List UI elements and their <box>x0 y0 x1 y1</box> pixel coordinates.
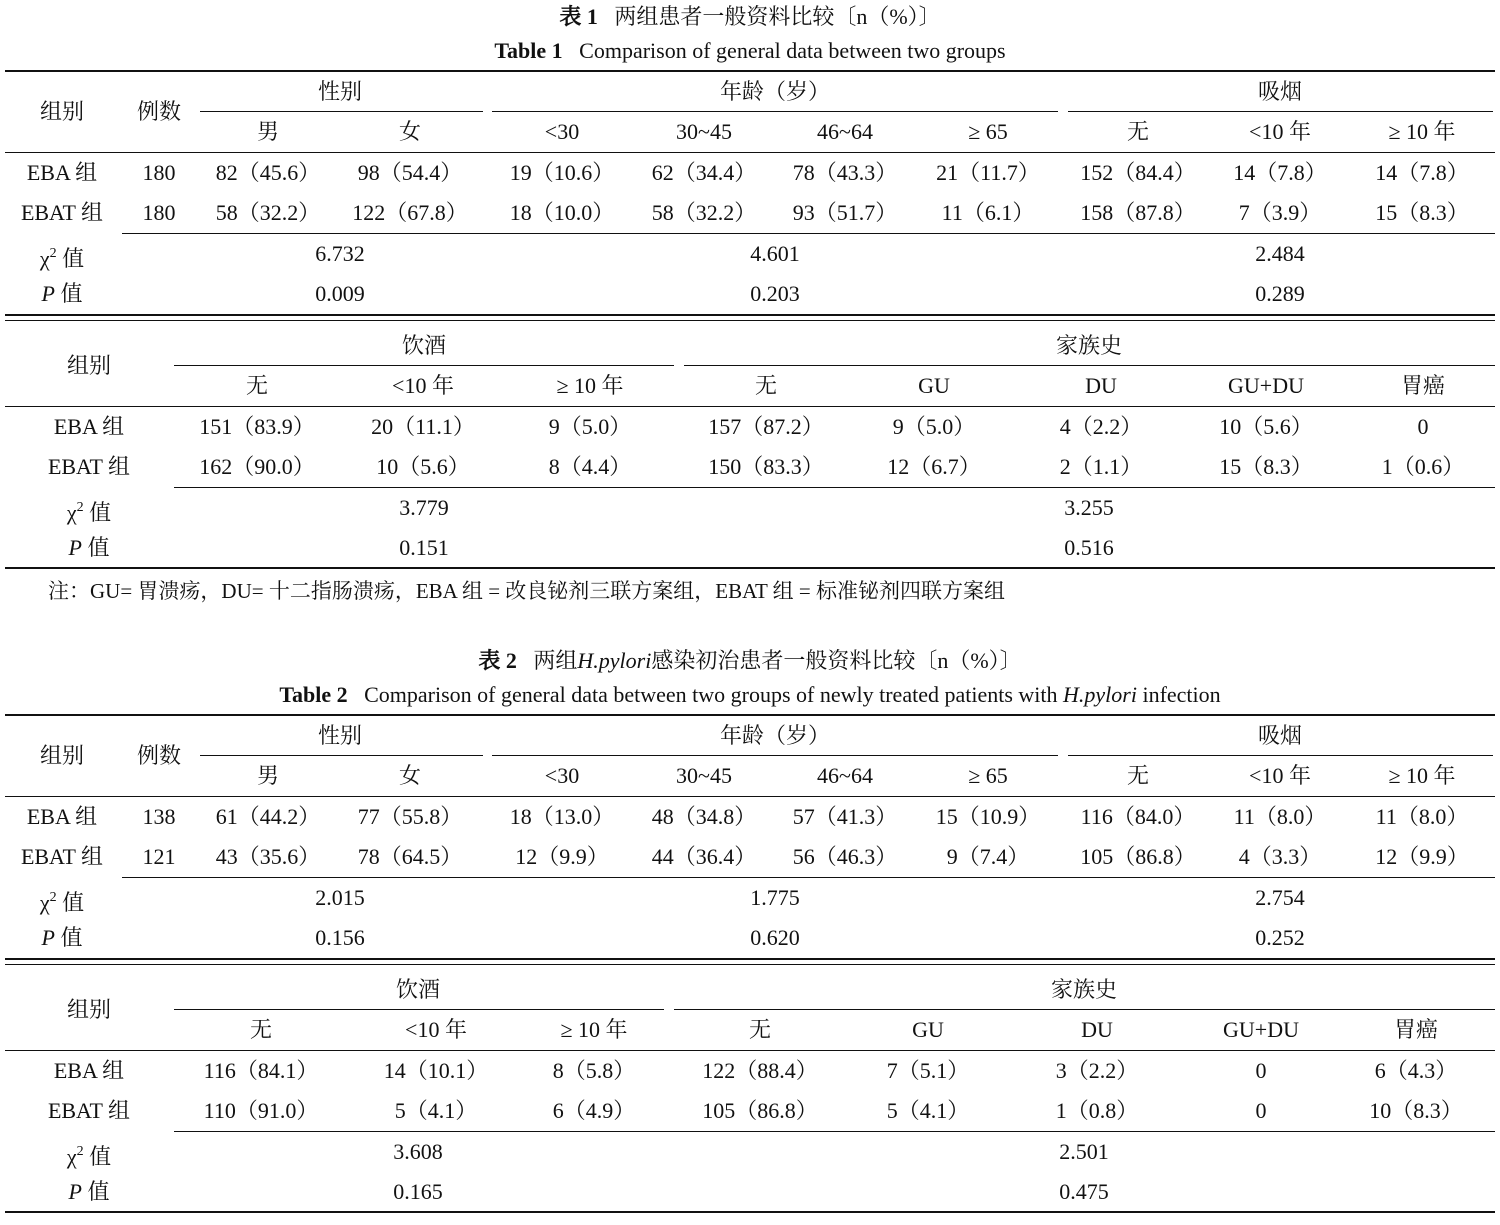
table-cell: 78（64.5） <box>357 844 463 869</box>
table-cell: 158（87.8） <box>1080 200 1196 225</box>
table-cell: 14（7.8） <box>1375 160 1469 185</box>
chi-value: 1.775 <box>750 885 800 910</box>
table2-header-rule <box>5 796 1495 797</box>
p-value: 0.165 <box>393 1179 443 1204</box>
p-value: 0.156 <box>315 925 365 950</box>
row-group: EBA 组 <box>53 414 125 439</box>
smoke-col: 无 <box>1126 763 1150 788</box>
group-header: 组别 <box>39 743 85 768</box>
table-cell: 61（44.2） <box>215 804 321 829</box>
group-header: 组别 <box>39 99 85 124</box>
smoke-col: <10 年 <box>1249 763 1311 788</box>
table1-title-cn: 表 1 两组患者一般资料比较〔n（%）〕 <box>559 4 941 29</box>
table1-mid-rule-1 <box>5 314 1495 316</box>
chi-label: $\chi^2$ 值 <box>39 246 85 271</box>
table-cell: 8（4.4） <box>548 454 632 479</box>
table-cell: 6（4.9） <box>552 1098 636 1123</box>
table-cell: 20（11.1） <box>371 414 475 439</box>
table-cell: 105（86.8） <box>1080 844 1196 869</box>
chi-value: 6.732 <box>315 241 365 266</box>
table1-top-rule <box>5 70 1495 72</box>
table-cell: 152（84.4） <box>1080 160 1196 185</box>
table2b-stat-rule <box>174 1131 1495 1132</box>
row-group: EBAT 组 <box>20 844 104 869</box>
table2-title-en: Table 2 Comparison of general data between two groups of newly treated patients with H.pylori infection <box>279 682 1221 707</box>
chi-label: $\chi^2$ 值 <box>39 890 85 915</box>
smoke-col: ≥ 10 年 <box>1388 763 1456 788</box>
table2-title-cn: 表 2 两组H.pylori感染初治患者一般资料比较〔n（%）〕 <box>478 648 1022 673</box>
table1-stat-rule <box>122 233 1495 234</box>
smoke-col: ≥ 10 年 <box>1388 119 1456 144</box>
table1-bottom-rule <box>5 567 1495 569</box>
table-cell: 18（13.0） <box>509 804 615 829</box>
table-cell: 14（7.8） <box>1233 160 1327 185</box>
table-cell: 58（32.2） <box>651 200 757 225</box>
table-cell: 21（11.7） <box>936 160 1040 185</box>
table-cell: 11（8.0） <box>1375 804 1469 829</box>
table-cell: 105（86.8） <box>702 1098 818 1123</box>
age-header: 年龄（岁） <box>719 723 831 748</box>
age-header: 年龄（岁） <box>719 79 831 104</box>
family-col: 胃癌 <box>1400 373 1446 398</box>
table2b-header-rule <box>5 1050 1495 1051</box>
row-group: EBAT 组 <box>47 1098 131 1123</box>
p-value: 0.620 <box>750 925 800 950</box>
table-cell: 122（67.8） <box>352 200 468 225</box>
p-value: 0.151 <box>399 535 449 560</box>
table-cell: 19（10.6） <box>509 160 615 185</box>
chi-value: 3.255 <box>1064 495 1114 520</box>
chi-value: 2.501 <box>1059 1139 1109 1164</box>
age-col: <30 <box>544 763 580 788</box>
drink-col: ≥ 10 年 <box>556 373 624 398</box>
table-cell: 93（51.7） <box>792 200 898 225</box>
table-cell: 15（8.3） <box>1219 454 1313 479</box>
gender-underline <box>200 111 483 112</box>
table-cell: 6（4.3） <box>1374 1058 1458 1083</box>
table-cell: 0 <box>1417 414 1429 439</box>
table-cell: 78（43.3） <box>792 160 898 185</box>
table-cell: 10（5.6） <box>376 454 470 479</box>
table-cell: 77（55.8） <box>357 804 463 829</box>
drink-col: <10 年 <box>405 1017 467 1042</box>
age-col: 46~64 <box>817 763 873 788</box>
family-col: 胃癌 <box>1393 1017 1439 1042</box>
group-header: 组别 <box>66 353 112 378</box>
table-cell: 5（4.1） <box>886 1098 970 1123</box>
table2-bottom-rule <box>5 1211 1495 1213</box>
table-cell: 82（45.6） <box>215 160 321 185</box>
count-header: 例数 <box>136 99 182 124</box>
table-cell: 10（5.6） <box>1219 414 1313 439</box>
table-cell: 110（91.0） <box>203 1098 319 1123</box>
table-cell: 62（34.4） <box>651 160 757 185</box>
table-cell: 150（83.3） <box>708 454 824 479</box>
gender-col: 男 <box>256 119 280 144</box>
drink-header: 饮酒 <box>401 333 447 358</box>
table-cell: 3（2.2） <box>1055 1058 1139 1083</box>
p-label: P 值 <box>41 925 83 950</box>
table-cell: 15（8.3） <box>1375 200 1469 225</box>
table-cell: 151（83.9） <box>199 414 315 439</box>
drink-col: ≥ 10 年 <box>560 1017 628 1042</box>
table-cell: 4（2.2） <box>1059 414 1143 439</box>
p-value: 0.203 <box>750 281 800 306</box>
row-count: 121 <box>142 844 176 869</box>
table-cell: 15（10.9） <box>935 804 1041 829</box>
chi-value: 3.608 <box>393 1139 443 1164</box>
table-cell: 98（54.4） <box>357 160 463 185</box>
table1-title-en: Table 1 Comparison of general data between two groups <box>494 38 1006 63</box>
table-cell: 5（4.1） <box>394 1098 478 1123</box>
p-label: P 值 <box>68 535 110 560</box>
table-cell: 44（36.4） <box>651 844 757 869</box>
family-col: GU+DU <box>1223 1017 1299 1042</box>
row-group: EBAT 组 <box>47 454 131 479</box>
chi-value: 2.754 <box>1255 885 1305 910</box>
chi-label: $\chi^2$ 值 <box>66 500 112 525</box>
smoke-col: <10 年 <box>1249 119 1311 144</box>
table-cell: 57（41.3） <box>792 804 898 829</box>
drink-header: 饮酒 <box>395 977 441 1002</box>
gender-header: 性别 <box>317 723 363 748</box>
table-cell: 116（84.1） <box>203 1058 319 1083</box>
table-cell: 7（5.1） <box>886 1058 970 1083</box>
smoke-col: 无 <box>1126 119 1150 144</box>
table2-top-rule <box>5 714 1495 716</box>
smoke-underline <box>1068 111 1493 112</box>
table-cell: 48（34.8） <box>651 804 757 829</box>
family-col: 无 <box>748 1017 772 1042</box>
age-col: ≥ 65 <box>968 763 1008 788</box>
table1-header-rule <box>5 152 1495 153</box>
smoke-header: 吸烟 <box>1257 79 1303 104</box>
family-underline <box>674 1009 1495 1010</box>
table-cell: 11（8.0） <box>1233 804 1327 829</box>
p-label: P 值 <box>41 281 83 306</box>
chi-value: 2.015 <box>315 885 365 910</box>
p-value: 0.009 <box>315 281 365 306</box>
table-cell: 14（10.1） <box>383 1058 489 1083</box>
table-cell: 58（32.2） <box>215 200 321 225</box>
table2-mid-rule-1 <box>5 958 1495 960</box>
table-cell: 8（5.8） <box>552 1058 636 1083</box>
table-cell: 2（1.1） <box>1059 454 1143 479</box>
gender-col: 男 <box>256 763 280 788</box>
chi-value: 3.779 <box>399 495 449 520</box>
table-cell: 56（46.3） <box>792 844 898 869</box>
table-cell: 43（35.6） <box>215 844 321 869</box>
drink-underline <box>174 365 674 366</box>
family-col: DU <box>1085 373 1117 398</box>
chi-label: $\chi^2$ 值 <box>66 1144 112 1169</box>
table-cell: 1（0.8） <box>1055 1098 1139 1123</box>
table-cell: 12（6.7） <box>887 454 981 479</box>
gender-underline <box>200 755 483 756</box>
table-cell: 9（5.0） <box>892 414 976 439</box>
table-cell: 9（5.0） <box>548 414 632 439</box>
family-header: 家族史 <box>1050 977 1118 1002</box>
family-col: DU <box>1081 1017 1113 1042</box>
p-label: P 值 <box>68 1179 110 1204</box>
age-underline <box>492 111 1058 112</box>
table-cell: 157（87.2） <box>708 414 824 439</box>
row-count: 180 <box>142 160 176 185</box>
table-cell: 9（7.4） <box>946 844 1030 869</box>
table-cell: 12（9.9） <box>515 844 609 869</box>
smoke-header: 吸烟 <box>1257 723 1303 748</box>
row-count: 180 <box>142 200 176 225</box>
gender-col: 女 <box>398 763 422 788</box>
age-col: <30 <box>544 119 580 144</box>
drink-underline <box>174 1009 664 1010</box>
age-col: 46~64 <box>817 119 873 144</box>
row-group: EBAT 组 <box>20 200 104 225</box>
p-value: 0.252 <box>1255 925 1305 950</box>
table-cell: 0 <box>1255 1058 1267 1083</box>
table-cell: 162（90.0） <box>199 454 315 479</box>
table-cell: 18（10.0） <box>509 200 615 225</box>
table-cell: 11（6.1） <box>941 200 1035 225</box>
table1-note: 注：GU= 胃溃疡，DU= 十二指肠溃疡，EBA 组 = 改良铋剂三联方案组，EBAT 组 = 标准铋剂四联方案组 <box>48 579 1005 603</box>
table2-stat-rule <box>122 877 1495 878</box>
p-value: 0.516 <box>1064 535 1114 560</box>
p-value: 0.475 <box>1059 1179 1109 1204</box>
table-cell: 10（8.3） <box>1369 1098 1463 1123</box>
chi-value: 2.484 <box>1255 241 1305 266</box>
table-cell: 4（3.3） <box>1238 844 1322 869</box>
age-col: 30~45 <box>676 763 732 788</box>
age-col: ≥ 65 <box>968 119 1008 144</box>
row-group: EBA 组 <box>26 160 98 185</box>
table-cell: 122（88.4） <box>702 1058 818 1083</box>
table2-mid-rule-2 <box>5 964 1495 965</box>
table1-mid-rule-2 <box>5 320 1495 321</box>
gender-col: 女 <box>398 119 422 144</box>
chi-value: 4.601 <box>750 241 800 266</box>
table1b-stat-rule <box>174 487 1495 488</box>
drink-col: <10 年 <box>392 373 454 398</box>
table-cell: 0 <box>1255 1098 1267 1123</box>
table-cell: 1（0.6） <box>1381 454 1465 479</box>
group-header: 组别 <box>66 997 112 1022</box>
age-col: 30~45 <box>676 119 732 144</box>
family-header: 家族史 <box>1055 333 1123 358</box>
family-col: 无 <box>754 373 778 398</box>
family-col: GU <box>918 373 950 398</box>
table-cell: 12（9.9） <box>1375 844 1469 869</box>
family-underline <box>684 365 1495 366</box>
drink-col: 无 <box>249 1017 273 1042</box>
gender-header: 性别 <box>317 79 363 104</box>
row-group: EBA 组 <box>26 804 98 829</box>
row-group: EBA 组 <box>53 1058 125 1083</box>
family-col: GU+DU <box>1228 373 1304 398</box>
drink-col: 无 <box>245 373 269 398</box>
table1b-header-rule <box>5 406 1495 407</box>
family-col: GU <box>912 1017 944 1042</box>
age-underline <box>492 755 1058 756</box>
count-header: 例数 <box>136 743 182 768</box>
row-count: 138 <box>142 804 176 829</box>
table-cell: 7（3.9） <box>1238 200 1322 225</box>
smoke-underline <box>1068 755 1493 756</box>
p-value: 0.289 <box>1255 281 1305 306</box>
table-cell: 116（84.0） <box>1080 804 1196 829</box>
